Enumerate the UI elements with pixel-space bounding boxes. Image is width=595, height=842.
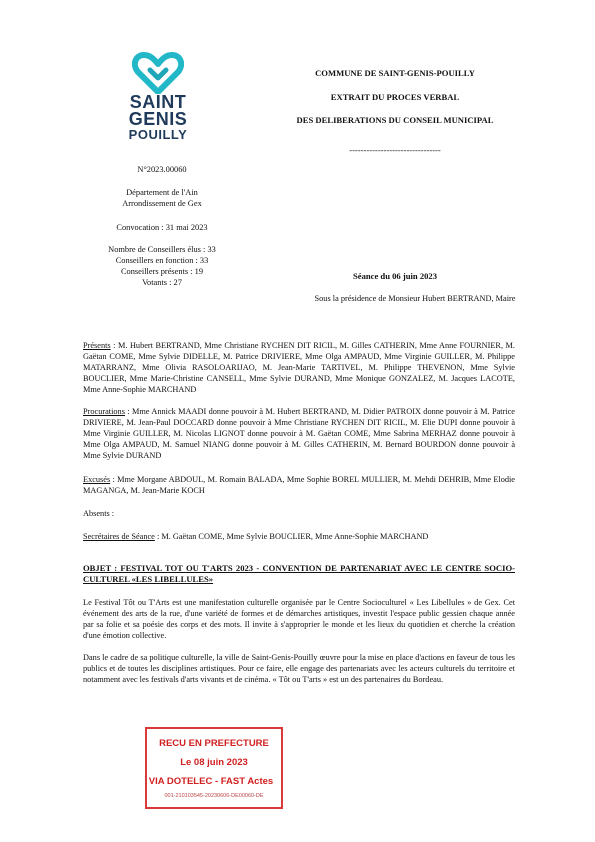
procurations-paragraph — [83, 406, 515, 461]
header-extrait: EXTRAIT DU PROCES VERBAL — [330, 92, 460, 102]
saint-genis-logo — [118, 52, 198, 142]
conseillers-elus: Nombre de Conseillers élus : 33 — [108, 245, 216, 254]
objet-title: OBJET : FESTIVAL TOT OU T'ARTS 2023 - CONVENTION DE PARTENARIAT AVEC LE CENTRE SOCIO-CULTUREL «LES LIBELLULES» — [83, 563, 515, 584]
stamp-line-1: RECU EN PREFECTURE — [159, 738, 269, 749]
conseillers-fonction: Conseillers en fonction : 33 — [115, 256, 209, 265]
header-deliberations: DES DELIBERATIONS DU CONSEIL MUNICIPAL — [296, 115, 494, 125]
presents-text: : M. Hubert BERTRAND, Mme Christiane RYCHEN DIT RICIL, M. Gilles CATHERIN, Mme Anne FOURNIER, M. Gaëtan COME, Mme Sylvie DIDELLE, M. Patrice DRIVIERE, Mme Olga AMPAUD, Mme Virginie GUILLER, M. Philippe MATARRANZ, Mme Olivia RASOLOARIJAO, M. Jean-Marie TARTIVEL, M. Philippe THEVENON, Mme Sylvie BOUCLIER, Mme Marie-Christine CANSELL, Mme Sylvie DURAND, Mme Monique GONZALEZ, M. Jacques LACOTE, Mme Anne-Sophie MARCHAND — [83, 341, 515, 394]
body-paragraph-1: Le Festival Tôt ou T'Arts est une manifestation culturelle organisée par le Centre Socioculturel « Les Libellules » de Gex. Cet événement des arts de la rue, d'une variété de formes et de démarches artistiques, investit l'espace public gessien chaque année par sa folie et sa poésie des corps et des mots. Il invite à s'approprier le monde et les lieux du quotidien et cherche la création d'une émotion collective. — [83, 598, 515, 640]
excuses-text: : Mme Morgane ABDOUL, M. Romain BALADA, Mme Sophie BOREL MULLIER, M. Mehdi DEHRIB, Mme Elodie MAGANGA, M. Jean-Marie KOCH — [83, 475, 515, 495]
stamp-line-2: Le 08 juin 2023 — [180, 757, 248, 768]
procurations-text: : Mme Annick MAADI donne pouvoir à M. Hubert BERTRAND, M. Didier PATROIX donne pouvoir à M. Patrice DRIVIERE, M. Jean-Paul DOCCARD donne pouvoir à Mme Christiane RYCHEN DIT RICIL, M. Elie DUPI donne pouvoir à Mme Virginie GUILLER, M. Nicolas LIGNOT donne pouvoir à M. Gaëtan COME, Mme Sabrina MERHAZ donne pouvoir à Mme Olga AMPAUD, M. Samuel NIANG donne pouvoir à M. Gilles CATHERIN, M. Bernard BOURDON donne pouvoir à Mme Sylvie DURAND — [83, 407, 515, 460]
departement: Département de l'Ain — [126, 188, 198, 197]
presents-paragraph — [83, 340, 515, 395]
procurations-label: Procurations — [83, 407, 125, 416]
body-paragraph-2: Dans le cadre de sa politique culturelle, la ville de Saint-Genis-Pouilly œuvre pour la mise en place d'actions en faveur de tous les publics et de toutes les disciplines artistiques. Pour ce faire, elle engage des partenariats avec les acteurs culturels du territoire et notamment avec les festivals d'arts vivants et de cinéma. « Tôt ou T'arts » est un des partenaires du Bordeau. — [83, 653, 515, 684]
secretaires-label: Secrétaires de Séance — [83, 532, 155, 541]
header-separator: -------------------------------- — [349, 145, 441, 155]
deliberation-number: N°2023.00060 — [137, 165, 187, 174]
presents-label: Présents — [83, 341, 111, 350]
logo-line-3: POUILLY — [128, 127, 188, 142]
seance-presidence: Sous la présidence de Monsieur Hubert BERTRAND, Maire — [314, 294, 516, 303]
prefecture-stamp — [145, 727, 283, 809]
arrondissement: Arrondissement de Gex — [122, 199, 202, 208]
secretaires-text: : M. Gaëtan COME, Mme Sylvie BOUCLIER, Mme Anne-Sophie MARCHAND — [154, 532, 429, 541]
convocation-date: Convocation : 31 mai 2023 — [116, 223, 208, 232]
stamp-line-3: VIA DOTELEC - FAST Actes — [148, 776, 274, 787]
secretaires-paragraph — [83, 531, 515, 542]
excuses-paragraph — [83, 474, 515, 496]
heart-logo-icon — [132, 52, 184, 94]
stamp-line-4: 001-210103545-20230606-DE00060-DE — [164, 793, 264, 799]
conseillers-presents: Conseillers présents : 19 — [120, 267, 204, 276]
absents-line: Absents : — [83, 509, 115, 518]
excuses-label: Excusés — [83, 475, 111, 484]
logo-line-1: SAINT — [129, 92, 187, 112]
seance-date: Séance du 06 juin 2023 — [352, 271, 438, 281]
header-commune: COMMUNE DE SAINT-GENIS-POUILLY — [315, 68, 475, 78]
logo-line-2: GENIS — [128, 109, 188, 129]
votants: Votants : 27 — [142, 278, 182, 287]
